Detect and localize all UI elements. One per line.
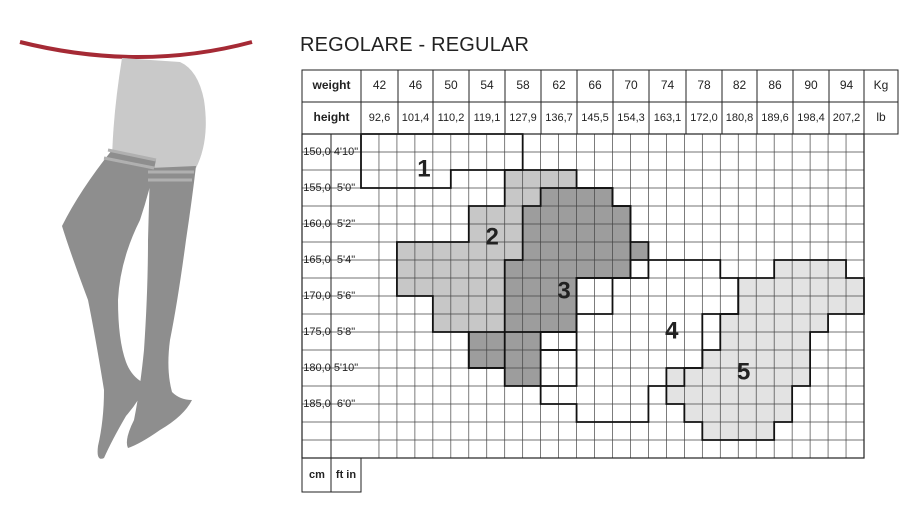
weight-lb-cell: 163,1 [653, 111, 682, 124]
weight-kg-cell: 50 [444, 78, 458, 93]
weight-kg-cell: 90 [804, 78, 818, 93]
weight-kg-cell: 62 [552, 78, 566, 93]
size-label-2: 2 [485, 223, 499, 251]
height-ftin-label: 5'0" [336, 181, 356, 194]
height-ftin-label: 5'2" [336, 217, 356, 230]
weight-lb-cell: 127,9 [509, 111, 537, 124]
unit-cm: cm [309, 468, 325, 481]
size-label-5: 5 [736, 358, 751, 386]
height-ftin-label: 6'0" [336, 397, 356, 410]
weight-lb-cell: 92,6 [368, 111, 391, 124]
height-ftin-label: 5'6" [336, 289, 356, 302]
weight-lb-cell: 198,4 [797, 111, 825, 124]
unit-kg: Kg [873, 78, 889, 93]
height-cm-label: 165,0 [303, 253, 331, 266]
weight-lb-cell: 110,2 [437, 111, 465, 124]
height-ftin-label: 4'10" [333, 145, 359, 158]
chart-title: REGOLARE - REGULAR [300, 34, 530, 56]
weight-kg-cell: 74 [660, 78, 675, 93]
weight-lb-cell: 172,0 [690, 111, 718, 124]
weight-lb-cell: 101,4 [401, 111, 430, 124]
weight-lb-cell: 207,2 [832, 111, 861, 124]
size-label-1: 1 [417, 155, 431, 183]
height-cm-label: 185,0 [303, 397, 331, 410]
weight-kg-cell: 78 [697, 78, 711, 93]
weight-kg-cell: 42 [372, 78, 387, 93]
weight-lb-cell: 154,3 [617, 111, 645, 124]
weight-kg-cell: 86 [768, 78, 782, 93]
height-header: height [313, 110, 350, 125]
size-1-region [361, 134, 523, 188]
weight-kg-cell: 58 [516, 78, 530, 93]
weight-lb-cell: 145,5 [581, 111, 609, 124]
weight-header: weight [312, 78, 351, 93]
height-ftin-label: 5'10" [333, 361, 359, 374]
weight-kg-cell: 70 [624, 78, 638, 93]
unit-ftin: ft in [335, 468, 357, 481]
height-cm-label: 170,0 [303, 289, 331, 302]
height-ftin-label: 5'8" [336, 325, 356, 338]
weight-lb-cell: 189,6 [761, 111, 789, 124]
size-label-4: 4 [665, 317, 679, 345]
height-ftin-label: 5'4" [336, 253, 356, 266]
weight-kg-cell: 66 [588, 78, 602, 93]
weight-kg-cell: 82 [732, 78, 747, 93]
height-cm-label: 175,0 [303, 325, 331, 338]
weight-kg-cell: 94 [839, 78, 854, 93]
size-label-3: 3 [557, 277, 571, 305]
height-cm-label: 150,0 [303, 145, 331, 158]
height-cm-label: 180,0 [303, 361, 331, 374]
weight-lb-cell: 119,1 [473, 111, 501, 124]
height-cm-label: 155,0 [303, 181, 331, 194]
unit-lb: lb [876, 110, 886, 125]
weight-lb-cell: 180,8 [725, 111, 754, 124]
height-cm-label: 160,0 [303, 217, 331, 230]
weight-lb-cell: 136,7 [545, 111, 573, 124]
weight-kg-cell: 54 [480, 78, 494, 93]
weight-kg-cell: 46 [408, 78, 423, 93]
